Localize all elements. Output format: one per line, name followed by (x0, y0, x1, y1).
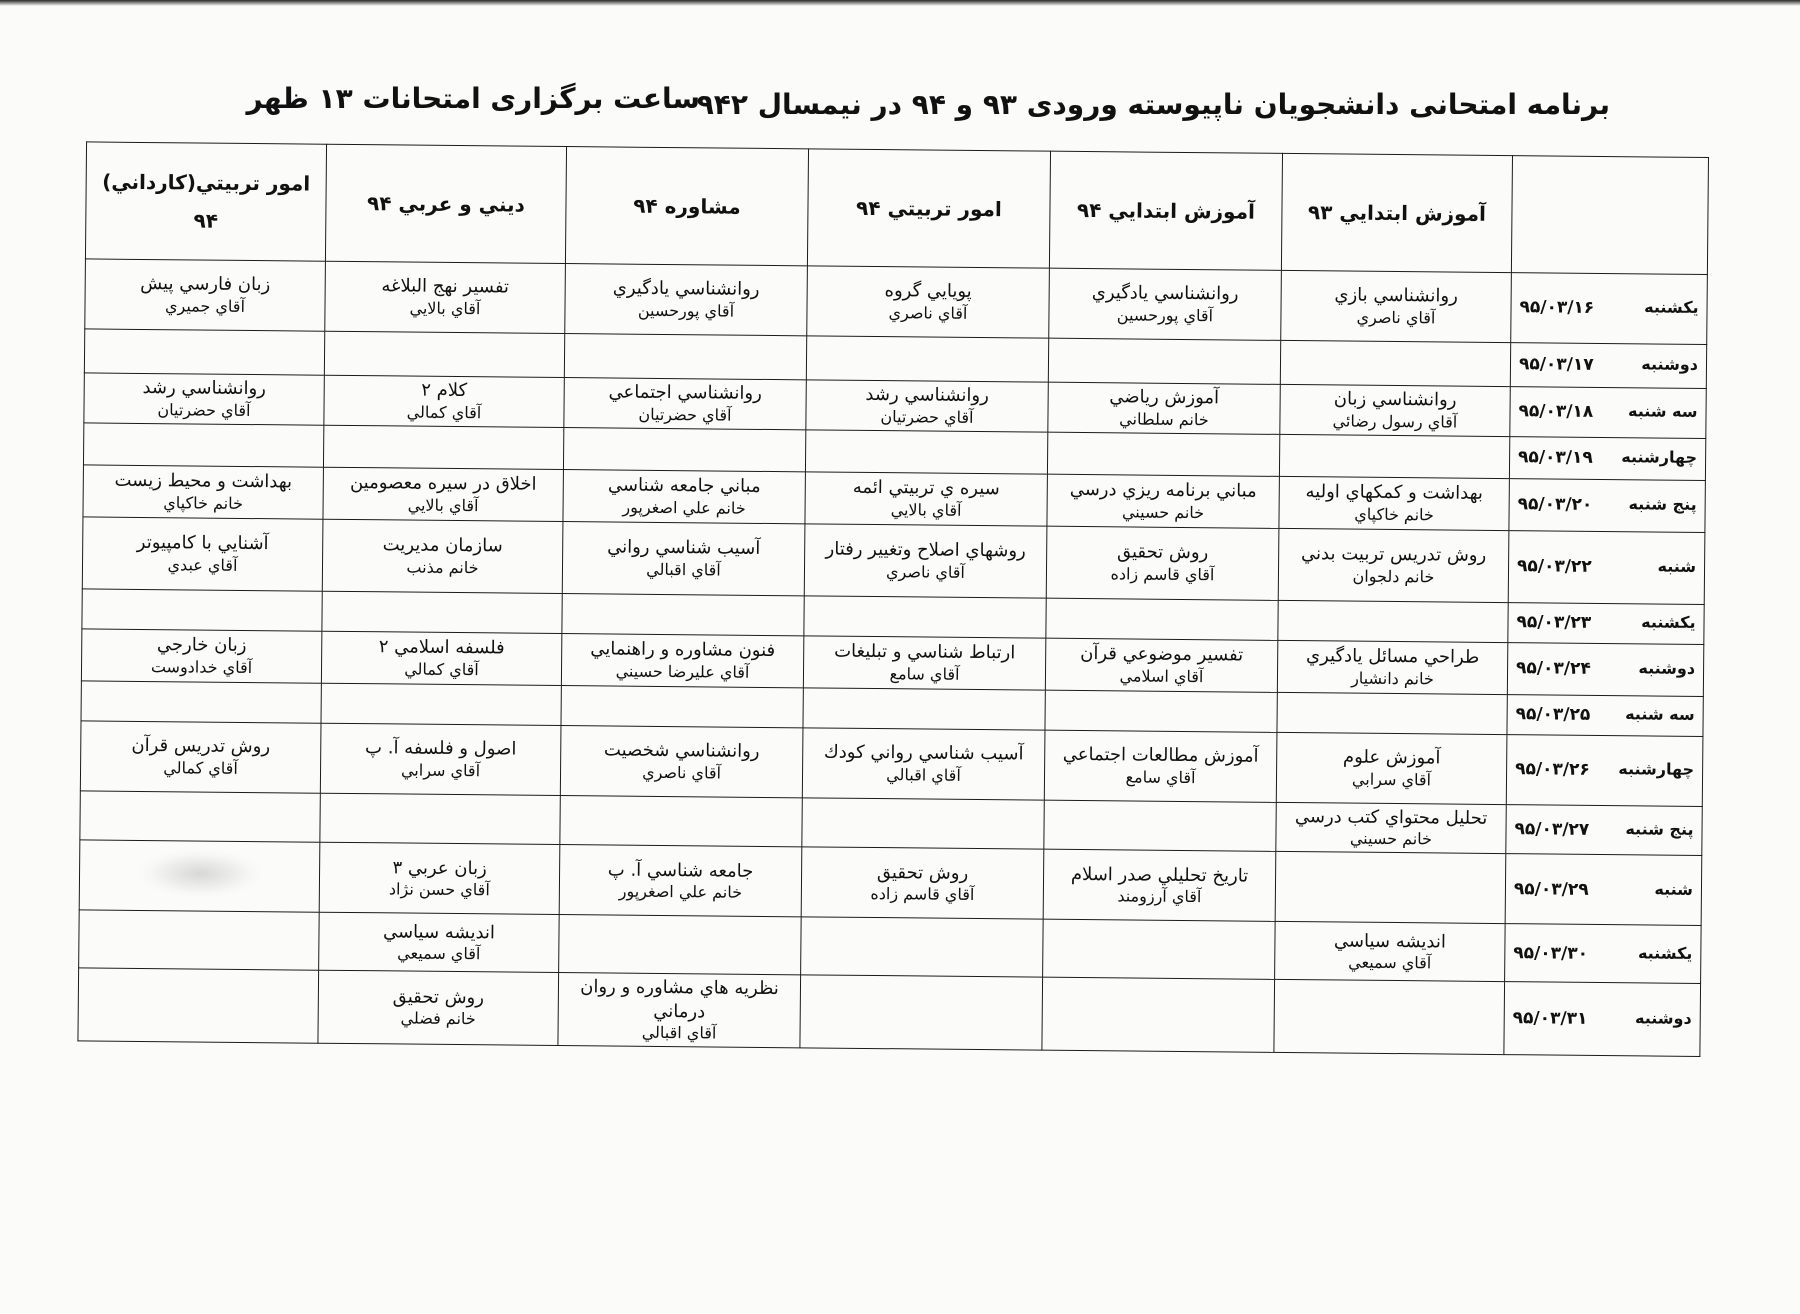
exam-cell (804, 524, 1047, 598)
course-name: آموزش رياضي (1109, 386, 1220, 409)
column-header-row (85, 142, 1708, 275)
exam-cell (1277, 640, 1507, 694)
exam-cell (319, 842, 560, 914)
course-name: پويايي گروه (884, 280, 972, 303)
weekday: سه شنبه (1627, 401, 1698, 422)
exam-cell (558, 973, 801, 1048)
course-name: آموزش مطالعات اجتماعي (1062, 744, 1259, 768)
exam-cell (804, 596, 1046, 638)
exam-cell (320, 793, 560, 844)
exam-cell (324, 331, 564, 377)
course-name: اخلاق در سيره معصومين (349, 472, 537, 496)
exam-cell (559, 845, 802, 917)
course-name: فلسفه اسلامي ۲ (378, 636, 505, 659)
course-name: مباني جامعه شناسي (607, 474, 761, 498)
course-name: آسيب شناسي رواني (607, 536, 761, 560)
exam-time-note: ساعت برگزاری امتحانات ۱۳ ظهر (246, 82, 700, 115)
exam-schedule-sheet (77, 141, 1708, 1056)
course-name: آسيب شناسي رواني كودك (823, 741, 1024, 765)
day-date-cell (1509, 437, 1705, 481)
instructor-name: خانم فضلي (400, 1008, 476, 1029)
exam-cell (560, 796, 802, 848)
exam-cell (802, 728, 1045, 800)
instructor-name: آقاي سرابي (1351, 769, 1432, 790)
exam-cell (563, 428, 805, 472)
instructor-name: آقاي ناصري (885, 561, 965, 582)
exam-cell (1280, 384, 1510, 436)
exam-cell (322, 519, 563, 593)
course-name: روش تدريس تربيت بدني (1300, 543, 1487, 567)
exam-cell (806, 380, 1048, 432)
instructor-name: آقاي پورحسين (637, 300, 735, 321)
day-date-cell (1507, 643, 1703, 697)
course-name: بهداشت و كمكهاي اوليه (1305, 481, 1484, 505)
exam-cell (1047, 432, 1279, 476)
exam-cell (80, 791, 320, 842)
exam-cell (318, 970, 559, 1045)
course-name: انديشه سياسي (382, 920, 496, 943)
instructor-name: خانم دانشيار (1351, 668, 1434, 689)
instructor-name: آقاي سامع (889, 663, 960, 684)
instructor-name: خانم خاكپاي (163, 492, 243, 513)
exam-cell (85, 259, 326, 331)
exam-cell (321, 683, 561, 725)
instructor-name: خانم حسيني (1349, 828, 1433, 849)
weekday: دوشنبه (1634, 1008, 1692, 1028)
course-name: فنون مشاوره و راهنمايي (590, 638, 776, 662)
day-date-cell (1511, 273, 1708, 345)
instructor-name: خانم سلطاني (1119, 409, 1209, 430)
instructor-name: آقاي سميعي (1348, 952, 1432, 973)
weekday: شنبه (1654, 879, 1694, 899)
column-header: آموزش ابتدايي ۹۴ (1049, 151, 1282, 270)
instructor-name: خانم حسيني (1121, 502, 1205, 522)
column-header: مشاوره ۹۴ (565, 147, 808, 266)
exam-date: ۹۵/۰۳/۳۰ (1513, 942, 1589, 964)
instructor-name: آقاي اسلامي (1119, 666, 1204, 686)
course-name: بهداشت و محيط زيست (114, 470, 293, 493)
exam-cell (323, 425, 563, 469)
exam-cell (82, 517, 323, 591)
course-name: كلام ۲ (421, 380, 468, 402)
course-name: زبان خارجي (156, 634, 247, 657)
exam-cell (83, 465, 323, 519)
instructor-name: آقاي حضرتيان (157, 399, 251, 420)
schedule-row (78, 968, 1701, 1056)
exam-date: ۹۵/۰۳/۲۶ (1515, 759, 1590, 781)
exam-cell (802, 798, 1044, 850)
exam-cell (320, 723, 561, 795)
erased-text-smudge (139, 850, 259, 897)
day-date-cell (1507, 695, 1703, 737)
exam-cell (1279, 476, 1509, 530)
course-name: آشنايي با كامپيوتر (136, 532, 269, 555)
course-name: روش تدريس قرآن (131, 735, 271, 758)
exam-cell (1281, 270, 1512, 342)
column-header: ديني و عربي ۹۴ (325, 144, 566, 263)
instructor-name: آقاي قاسم زاده (1110, 564, 1215, 585)
exam-cell (1043, 919, 1276, 979)
day-date-cell (1506, 735, 1703, 807)
instructor-name: خانم علي اصغرپور (618, 881, 743, 902)
instructor-name: آقاي ناصري (642, 762, 722, 783)
exam-cell (561, 686, 803, 728)
exam-cell (1278, 528, 1509, 602)
day-date-cell (1505, 924, 1702, 984)
course-name: روانشناسي اجتماعي (608, 381, 762, 405)
exam-cell (81, 681, 321, 723)
exam-cell (78, 968, 319, 1043)
weekday: يكشنبه (1641, 612, 1696, 633)
exam-cell (1276, 802, 1506, 853)
exam-cell (84, 329, 324, 375)
exam-date: ۹۵/۰۳/۱۸ (1518, 401, 1594, 423)
weekday: پنج شنبه (1625, 819, 1694, 839)
course-name: روش تحقيق (1116, 541, 1209, 564)
instructor-name: آقاي عليرضا حسيني (615, 661, 750, 682)
exam-cell (83, 423, 323, 467)
exam-cell (1280, 340, 1510, 386)
instructor-name: آقاي سرابي (400, 760, 481, 781)
instructor-name: آقاي حضرتيان (880, 406, 974, 427)
weekday: پنج شنبه (1628, 494, 1697, 515)
header-date-column (1511, 156, 1708, 275)
instructor-name: آقاي اقبالي (646, 559, 721, 580)
day-date-cell (1508, 603, 1704, 645)
exam-cell (79, 910, 320, 970)
day-date-cell (1506, 805, 1702, 856)
weekday: چهارشنبه (1621, 447, 1698, 468)
instructor-name: آقاي جميري (164, 295, 246, 316)
exam-cell (81, 629, 321, 683)
exam-cell (801, 917, 1044, 977)
exam-cell (559, 915, 802, 975)
course-name: روانشناسي رشد (142, 377, 267, 400)
instructor-name: آقاي خدادوست (150, 656, 253, 677)
exam-date: ۹۵/۰۳/۱۶ (1519, 297, 1595, 319)
weekday: دوشنبه (1638, 658, 1696, 679)
exam-cell (806, 336, 1048, 382)
course-name: روانشناسي يادگيري (612, 277, 760, 301)
exam-date: ۹۵/۰۳/۲۴ (1515, 658, 1591, 680)
day-date-cell (1504, 982, 1701, 1056)
instructor-name: آقاي حسن نژاد (388, 879, 490, 900)
exam-cell (561, 634, 803, 688)
instructor-name: آقاي كمالي (163, 757, 238, 778)
document-title: برنامه امتحانی دانشجویان ناپیوسته ورودی ۹۳ و ۹۴ در نیمسال ۹۴۲ (696, 88, 1610, 121)
course-name: تفسير موضوعي قرآن (1080, 643, 1244, 666)
exam-cell (1048, 338, 1280, 384)
course-name: مباني برنامه ريزي درسي (1069, 479, 1257, 503)
exam-cell (319, 912, 560, 972)
exam-cell (323, 467, 563, 521)
course-name: سيره ي تربيتي ائمه (852, 477, 1000, 500)
instructor-name: آقاي رسول رضائي (1332, 411, 1458, 432)
exam-cell (565, 264, 808, 336)
instructor-name: آقاي سامع (1125, 767, 1196, 787)
course-name: زبان فارسي پيش (140, 273, 271, 296)
day-date-cell (1510, 343, 1706, 389)
column-header: امور تربيتي ۹۴ (807, 149, 1050, 268)
course-name: تفسير نهج البلاغه (381, 275, 510, 298)
exam-cell (325, 261, 566, 333)
course-name: زبان عربي ۳ (392, 856, 487, 879)
exam-date: ۹۵/۰۳/۲۷ (1514, 819, 1590, 840)
column-header: امور تربيتي(كارداني) ۹۴ (85, 142, 326, 261)
instructor-name: آقاي حضرتيان (638, 404, 732, 425)
course-name: روانشناسي يادگيري (1091, 282, 1239, 305)
exam-cell (807, 266, 1050, 338)
instructor-name: خانم دلجوان (1352, 566, 1435, 587)
exam-cell (1277, 692, 1507, 734)
exam-cell (562, 594, 804, 636)
weekday: دوشنبه (1641, 354, 1699, 375)
instructor-name: خانم علي اصغرپور (622, 497, 746, 518)
instructor-name: آقاي بالايي (890, 499, 962, 520)
exam-cell (1049, 268, 1282, 340)
instructor-name: آقاي ناصري (888, 302, 968, 323)
weekday: شنبه (1657, 556, 1697, 577)
exam-cell (1045, 638, 1277, 692)
instructor-name: آقاي ناصري (1356, 307, 1436, 328)
course-name: تحليل محتواي كتب درسي (1294, 806, 1488, 829)
instructor-name: خانم مذنب (406, 557, 479, 578)
exam-cell (800, 975, 1043, 1050)
instructor-name: آقاي قاسم زاده (870, 883, 975, 904)
instructor-name: آقاي اقبالي (641, 1022, 717, 1043)
weekday: چهارشنبه (1618, 759, 1695, 780)
exam-cell (1044, 800, 1276, 851)
weekday: يكشنبه (1644, 297, 1699, 318)
exam-cell (803, 688, 1045, 730)
weekday: سه شنبه (1625, 704, 1695, 725)
exam-cell (1275, 852, 1506, 924)
exam-cell (1279, 434, 1509, 478)
course-name: نظريه هاي مشاوره و روان درماني (580, 976, 779, 1022)
weekday: يكشنبه (1637, 943, 1693, 963)
exam-cell (1275, 922, 1506, 982)
day-date-cell (1509, 479, 1705, 533)
exam-date: ۹۵/۰۳/۲۵ (1515, 704, 1591, 726)
exam-cell (1276, 732, 1507, 804)
exam-cell (82, 589, 322, 631)
exam-cell (1046, 598, 1278, 640)
exam-cell (321, 631, 561, 685)
instructor-name: آقاي پورحسين (1116, 305, 1214, 326)
instructor-name: آقاي كمالي (404, 659, 479, 680)
exam-cell (805, 472, 1047, 526)
exam-cell (1043, 849, 1276, 921)
instructor-name: آقاي عبدي (167, 555, 238, 575)
exam-date: ۹۵/۰۳/۲۳ (1516, 612, 1592, 634)
instructor-name: آقاي بالايي (407, 495, 479, 516)
exam-cell (805, 430, 1047, 474)
instructor-name: آقاي بالايي (409, 298, 481, 319)
exam-cell (801, 847, 1044, 919)
course-name: روانشناسي زبان (1333, 388, 1457, 412)
exam-cell (564, 378, 806, 430)
exam-cell (79, 840, 320, 912)
course-name: تاريخ تحليلي صدر اسلام (1070, 863, 1249, 887)
exam-cell (1042, 977, 1275, 1052)
schedule-body (78, 259, 1707, 1056)
exam-cell (1047, 474, 1279, 528)
exam-cell (1278, 600, 1508, 642)
course-name: سازمان مديريت (382, 534, 503, 557)
course-name: روانشناسي بازي (1334, 284, 1458, 308)
course-name: آموزش علوم (1342, 746, 1441, 769)
instructor-name: آقاي اقبالي (886, 764, 961, 785)
course-name: روانشناسي رشد (865, 384, 989, 407)
instructor-name: آقاي كمالي (406, 402, 482, 423)
day-date-cell (1505, 854, 1702, 926)
column-header: آموزش ابتدايي ۹۳ (1281, 153, 1512, 272)
exam-cell (1274, 980, 1505, 1055)
course-name: جامعه شناسي آ. پ (607, 859, 754, 882)
day-date-cell (1508, 531, 1705, 605)
course-name: ارتباط شناسي و تبليغات (834, 641, 1016, 664)
exam-cell (803, 636, 1045, 690)
scan-edge-shadow (0, 0, 1800, 6)
exam-cell (1048, 382, 1280, 434)
instructor-name: خانم خاكپاي (1354, 504, 1434, 525)
exam-schedule-table (77, 141, 1709, 1056)
exam-date: ۹۵/۰۳/۱۷ (1518, 354, 1594, 376)
exam-cell (1045, 690, 1277, 732)
course-name: اصول و فلسفه آ. پ (365, 737, 517, 760)
course-name: روش تحقيق (392, 986, 485, 1009)
instructor-name: آقاي سميعي (397, 943, 481, 964)
exam-cell (80, 721, 321, 793)
exam-cell (84, 373, 324, 425)
exam-cell (560, 726, 803, 798)
exam-cell (1044, 730, 1277, 802)
exam-cell (562, 522, 805, 596)
exam-date: ۹۵/۰۳/۳۱ (1512, 1008, 1588, 1029)
exam-date: ۹۵/۰۳/۲۰ (1517, 494, 1593, 516)
exam-date: ۹۵/۰۳/۲۲ (1516, 556, 1592, 578)
exam-date: ۹۵/۰۳/۱۹ (1518, 447, 1593, 469)
course-name: روش تحقيق (876, 861, 969, 884)
exam-date: ۹۵/۰۳/۲۹ (1513, 878, 1589, 900)
course-name: روشهاي اصلاح وتغيير رفتار (825, 538, 1026, 562)
exam-cell (322, 591, 562, 633)
course-name: طراحي مسائل يادگيري (1305, 645, 1480, 669)
course-name: انديشه سياسي (1333, 930, 1447, 953)
exam-cell (564, 334, 806, 380)
exam-cell (324, 375, 564, 427)
instructor-name: آقاي آرزومند (1117, 886, 1202, 907)
day-date-cell (1510, 387, 1706, 439)
exam-cell (563, 470, 805, 524)
course-name: روانشناسي شخصيت (603, 739, 760, 763)
exam-cell (1046, 526, 1279, 600)
